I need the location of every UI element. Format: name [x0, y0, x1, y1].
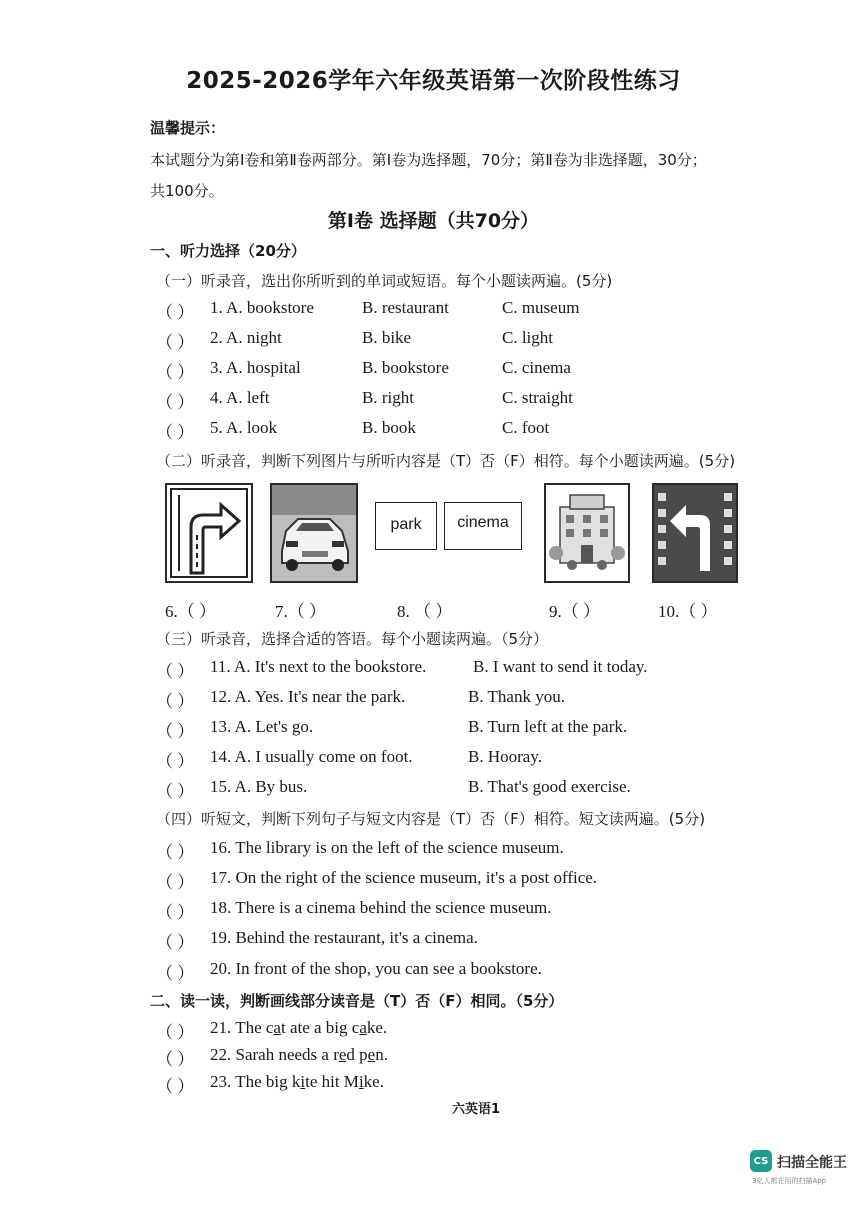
option-a: 11. A. It's next to the bookstore. [210, 657, 427, 676]
picture-8-answer[interactable]: 8. （ ） [397, 602, 453, 621]
picture-9-answer[interactable]: 9.（ ） [549, 602, 600, 621]
turn-right-arrow-icon [167, 485, 251, 581]
option-a: 5. A. look [210, 418, 278, 437]
answer-blank[interactable]: （ ） [156, 964, 195, 983]
picture-10-answer[interactable]: 10.（ ） [658, 602, 718, 621]
option-c: C. cinema [502, 358, 571, 377]
tip-label: 温馨提示： [150, 119, 226, 137]
option-b: B. restaurant [362, 298, 449, 317]
answer-blank[interactable]: （ ） [156, 873, 195, 892]
answer-blank[interactable]: （ ） [156, 843, 195, 862]
statement: 18. There is a cinema behind the science museum. [210, 898, 552, 917]
tip-line-2: 共100分。 [150, 182, 224, 200]
answer-blank[interactable]: （ ） [156, 363, 195, 382]
building-image [544, 483, 630, 583]
answer-blank[interactable]: （ ） [156, 662, 195, 681]
option-c: C. light [502, 328, 554, 347]
answer-blank[interactable]: （ ） [156, 333, 195, 352]
statement: 17. On the right of the science museum, it's a post office. [210, 868, 598, 887]
turn-right-sign-image [165, 483, 253, 583]
answer-blank[interactable]: （ ） [156, 722, 195, 741]
building-icon [546, 485, 628, 581]
underlined-letter: e [367, 1045, 376, 1064]
option-a: 14. A. I usually come on foot. [210, 747, 413, 766]
option-b: B. Hooray. [468, 747, 542, 766]
answer-blank[interactable]: （ ） [156, 303, 195, 322]
underlined-letter: a [273, 1018, 281, 1037]
section2-title: 二、读一读，判断画线部分读音是（T）否（F）相同。（5分） [150, 992, 564, 1010]
word-card-park: park [375, 502, 437, 550]
underlined-letter: i [358, 1072, 364, 1091]
answer-blank[interactable]: （ ） [156, 692, 195, 711]
answer-blank[interactable]: （ ） [156, 423, 195, 442]
option-a: 1. A. bookstore [210, 298, 314, 317]
scanner-name: 扫描全能王 [777, 1155, 847, 1171]
page-title: 2025-2026学年六年级英语第一次阶段性练习 [186, 68, 681, 94]
picture-6-answer[interactable]: 6.（ ） [165, 602, 216, 621]
sub2-title: （二）听录音，判断下列图片与所听内容是（T）否（F）相符。每个小题读两遍。(5分) [156, 452, 736, 470]
option-b: B. right [362, 388, 414, 407]
camscanner-logo-icon: CS [750, 1150, 772, 1172]
car-image [270, 483, 358, 583]
sub1-title: （一）听录音，选出你所听到的单词或短语。每个小题读两遍。(5分) [156, 272, 613, 290]
tip-line-1: 本试题分为第Ⅰ卷和第Ⅱ卷两部分。第Ⅰ卷为选择题，70分；第Ⅱ卷为非选择题，30分； [150, 151, 707, 169]
option-a: 4. A. left [210, 388, 270, 407]
statement: 20. In front of the shop, you can see a bookstore. [210, 959, 542, 978]
statement: 16. The library is on the left of the science museum. [210, 838, 564, 857]
turn-left-sign-image [652, 483, 738, 583]
page-footer: 六英语1 [452, 1102, 501, 1117]
option-a: 15. A. By bus. [210, 777, 308, 796]
option-a: 12. A. Yes. It's near the park. [210, 687, 406, 706]
sub3-title: （三）听录音，选择合适的答语。每个小题读两遍。（5分） [156, 630, 549, 648]
answer-blank[interactable]: （ ） [156, 782, 195, 801]
turn-left-arrow-icon [654, 485, 736, 581]
answer-blank[interactable]: （ ） [156, 752, 195, 771]
car-icon [272, 485, 356, 581]
sentence: 21. The cat ate a big cake. [210, 1018, 388, 1037]
option-b: B. That's good exercise. [468, 777, 631, 796]
answer-blank[interactable]: （ ） [156, 933, 195, 952]
option-c: C. straight [502, 388, 573, 407]
sentence: 22. Sarah needs a red pen. [210, 1045, 388, 1064]
section1-title: 一、听力选择（20分） [150, 242, 306, 260]
sentence: 23. The big kite hit Mike. [210, 1072, 384, 1091]
option-a: 2. A. night [210, 328, 282, 347]
picture-7-answer[interactable]: 7.（ ） [275, 602, 326, 621]
option-c: C. museum [502, 298, 580, 317]
answer-blank[interactable]: （ ） [156, 1023, 195, 1042]
option-b: B. Thank you. [468, 687, 565, 706]
underlined-letter: a [359, 1018, 367, 1037]
answer-blank[interactable]: （ ） [156, 393, 195, 412]
option-b: B. book [362, 418, 416, 437]
option-b: B. Turn left at the park. [468, 717, 628, 736]
underlined-letter: i [300, 1072, 306, 1091]
option-b: B. bike [362, 328, 412, 347]
answer-blank[interactable]: （ ） [156, 1077, 195, 1096]
option-a: 3. A. hospital [210, 358, 301, 377]
option-a: 13. A. Let's go. [210, 717, 314, 736]
statement: 19. Behind the restaurant, it's a cinema. [210, 928, 478, 947]
word-card-cinema: cinema [444, 502, 522, 550]
option-b: B. I want to send it today. [473, 657, 648, 676]
answer-blank[interactable]: （ ） [156, 903, 195, 922]
option-c: C. foot [502, 418, 550, 437]
answer-blank[interactable]: （ ） [156, 1050, 195, 1069]
underlined-letter: e [338, 1045, 347, 1064]
part1-title: 第Ⅰ卷 选择题（共70分） [327, 210, 540, 232]
option-b: B. bookstore [362, 358, 449, 377]
sub4-title: （四）听短文，判断下列句子与短文内容是（T）否（F）相符。短文读两遍。(5分) [156, 810, 706, 828]
scanner-tagline: 3亿人都在用的扫描App [752, 1177, 827, 1185]
